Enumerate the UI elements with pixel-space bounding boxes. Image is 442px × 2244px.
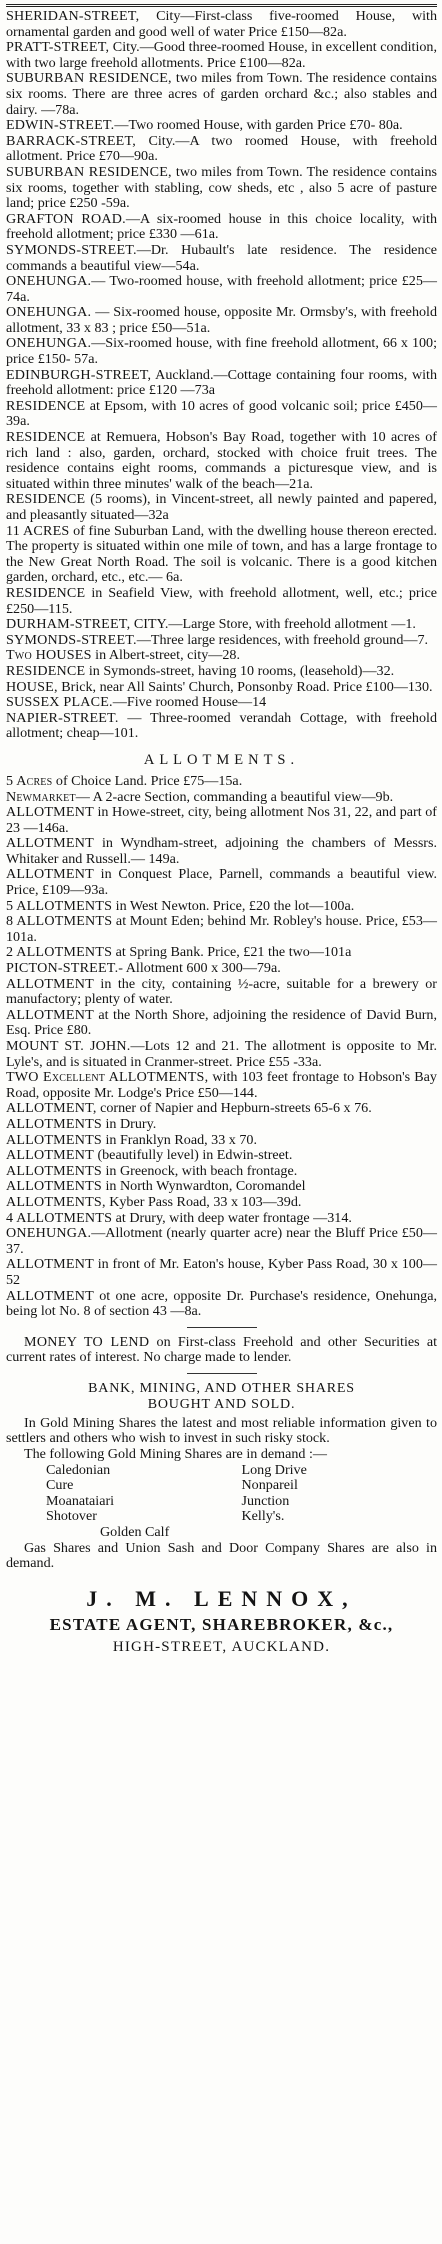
entry-text: of Choice Land. Price £75—15a. <box>52 772 243 789</box>
entry-text: at Spring Bank. Price, £21 the two—101a <box>112 944 352 961</box>
share-name: Shotover <box>46 1508 97 1525</box>
listing-entry <box>6 648 437 664</box>
allotment-entry <box>6 1008 437 1039</box>
shares-demand: The following Gold Mining Shares are in demand :— <box>24 1446 327 1463</box>
entry-lead: ALLOTMENT <box>6 975 94 992</box>
allotment-listings <box>6 774 437 1320</box>
entry-lead: RESIDENCE <box>6 429 86 446</box>
share-name: Long Drive <box>241 1461 307 1478</box>
entry-lead: EDINBURGH-STREET, <box>6 366 152 383</box>
entry-text: two miles from Town. The residence contains six rooms. There are three acres of garden orchard &c.; also stables and dairy. —78a. <box>6 70 437 118</box>
entry-text: —Dr. Hubault's late residence. The residence commands a beautiful view—54a. <box>6 241 437 274</box>
entry-text: in Conquest Place, Parnell, commands a beautiful view. Price, £109—93a. <box>6 866 437 899</box>
entry-text: at Drury, with deep water frontage —314. <box>112 1209 352 1226</box>
allotment-entry <box>6 945 437 961</box>
entry-text: in Albert-street, city—28. <box>91 647 240 664</box>
entry-text: — Six-roomed house, opposite Mr. Ormsby's, with freehold allotment, 33 x 83 ; price £50—51a. <box>6 304 437 336</box>
allotment-entry <box>6 1070 437 1101</box>
entry-lead: NAPIER-STREET. <box>6 709 119 726</box>
allotment-entry <box>6 899 437 915</box>
entry-text: —Two roomed House, with garden Price £70- 80a. <box>114 117 403 134</box>
entry-lead: ALLOTMENT <box>6 1256 94 1273</box>
listing-entry <box>6 9 437 40</box>
entry-lead: 11 ACRES <box>6 522 70 539</box>
entry-lead: ALLOTMENT <box>6 1287 94 1304</box>
entry-text: two miles from Town. The residence contains six rooms, together with stabling, cow sheds, etc , also 5 acre of pasture land; price £250 -59a. <box>6 163 437 212</box>
listing-entry <box>6 243 437 274</box>
entry-lead: DURHAM-STREET, <box>6 616 131 633</box>
money-to-lend-notice: MONEY TO LEND on First-class Freehold and other Securities at current rates of interest. No charge made to lender. <box>6 1333 437 1366</box>
allotment-entry <box>6 1226 437 1257</box>
share-name: Caledonian <box>46 1461 111 1478</box>
entry-text: — A 2-acre Section, commanding a beautiful view—9b. <box>75 788 394 805</box>
agent-name: J. M. LENNOX, <box>86 1585 357 1611</box>
divider-rule <box>187 1373 257 1374</box>
entry-lead: Two HOUSES <box>6 647 92 664</box>
allotment-entry <box>6 1195 437 1211</box>
allotment-entry <box>6 1101 437 1117</box>
agent-role: ESTATE AGENT, SHAREBROKER, &c., <box>49 1614 394 1634</box>
entry-lead: 2 ALLOTMENTS <box>6 944 113 961</box>
entry-lead: ALLOTMENT, <box>6 1100 97 1117</box>
entry-lead: ALLOTMENT <box>6 1006 94 1023</box>
allotments-heading: ALLOTMENTS. <box>143 751 300 768</box>
entry-text: in Drury. <box>101 1115 157 1132</box>
entry-text: in West Newton. Price, £20 the lot—100a. <box>112 897 355 914</box>
entry-text: of fine Suburban Land, with the dwelling house thereon erected. The property is situated within one mile of town, and has a large frontage to the New Great North Road. The soil is volcanic. There is a good kitchen garden, orchard, etc., etc.— 6a. <box>6 522 438 586</box>
listing-entry <box>6 617 437 633</box>
entry-text: at Epsom, with 10 acres of good volcanic soil; price £450—39a. <box>6 397 437 430</box>
entry-text: ot one acre, opposite Dr. Purchase's residence, Onehunga, being lot No. 8 of section 43 —8a. <box>6 1287 437 1320</box>
entry-lead: ALLOTMENTS, <box>6 1193 106 1210</box>
entry-text: corner of Napier and Hepburn-streets 65-6 x 76. <box>96 1100 372 1117</box>
entry-lead: SUSSEX PLACE. <box>6 694 113 711</box>
entry-text: —A six-roomed house in this choice locality, with freehold allotment; price £330 —61a. <box>6 210 438 243</box>
allotment-entry <box>6 914 437 945</box>
share-name: Junction <box>241 1492 290 1509</box>
entry-text: in North Wynwardton, Coromandel <box>101 1178 306 1195</box>
listing-entry <box>6 399 437 430</box>
entry-lead: PICTON-STREET. <box>6 960 119 977</box>
allotment-entry <box>6 1133 437 1149</box>
allotment-entry <box>6 1211 437 1227</box>
entry-text: in Howe-street, city, being allotment Nos 31, 22, and part of 23 —146a. <box>6 804 437 836</box>
entry-lead: ALLOTMENT <box>6 1147 94 1164</box>
entry-lead: PRATT-STREET, <box>6 39 110 56</box>
listing-entry <box>6 134 437 165</box>
entry-text: Kyber Pass Road, 33 x 103—39d. <box>105 1193 302 1210</box>
entry-lead: ALLOTMENTS <box>6 1131 102 1148</box>
entry-lead: ONEHUNGA. <box>6 335 92 352</box>
share-name: Cure <box>46 1477 74 1494</box>
entry-text: with 103 feet frontage to Hobson's Bay Road, opposite Mr. Lodge's Price £50—144. <box>6 1069 437 1101</box>
entry-lead: SUBURBAN RESIDENCE, <box>6 70 172 87</box>
listing-entry <box>6 336 437 367</box>
shares-list <box>6 1463 437 1525</box>
listing-entry <box>6 586 437 617</box>
entry-lead: GRAFTON ROAD. <box>6 210 126 227</box>
share-name: Kelly's. <box>241 1508 285 1525</box>
entry-text: Brick, near All Saints' Church, Ponsonby Road. Price £100—130. <box>57 678 433 695</box>
allotment-entry <box>6 961 437 977</box>
top-double-rule <box>6 4 437 7</box>
entry-lead: TWO Excellent ALLOTMENTS, <box>6 1069 209 1086</box>
divider-rule <box>187 1327 257 1328</box>
entry-lead: RESIDENCE <box>6 397 86 414</box>
share-name: Moanataiari <box>46 1492 115 1509</box>
share-name: Golden Calf <box>100 1524 170 1541</box>
entry-lead: SYMONDS-STREET. <box>6 241 137 258</box>
entry-text: — Two-roomed house, with freehold allotment; price £25—74a. <box>6 273 437 305</box>
listing-entry <box>6 212 437 243</box>
listing-entry <box>6 711 437 742</box>
shares-intro: In Gold Mining Shares the latest and most reliable information given to settlers and others who wish to invest in such risky stock. <box>6 1414 437 1447</box>
entry-text: at the North Shore, adjoining the residence of David Burn, Esq. Price £80. <box>6 1006 437 1039</box>
entry-lead: HOUSE, <box>6 678 58 695</box>
entry-lead: RESIDENCE <box>6 584 86 601</box>
entry-text: —Six-roomed house, with fine freehold allotment, 66 x 100; price £150- 57a. <box>6 335 437 368</box>
entry-lead: 5 Acres <box>6 772 53 789</box>
listing-entry <box>6 695 437 711</box>
entry-lead: RESIDENCE <box>6 491 86 508</box>
listing-entry <box>6 430 437 492</box>
listing-entry <box>6 71 437 118</box>
entry-lead: SUBURBAN RESIDENCE, <box>6 163 172 180</box>
allotment-entry <box>6 867 437 898</box>
entry-text: —Three large residences, with freehold ground—7. <box>136 631 429 648</box>
entry-lead: ALLOTMENTS <box>6 1115 102 1132</box>
entry-lead: 5 ALLOTMENTS <box>6 897 113 914</box>
allotment-entry <box>6 1164 437 1180</box>
listing-entry <box>6 633 437 649</box>
entry-text: in Wyndham-street, adjoining the chambers of Messrs. Whitaker and Russell.— 149a. <box>6 835 437 867</box>
allotment-entry <box>6 805 437 836</box>
entry-lead: 8 ALLOTMENTS <box>6 913 113 930</box>
entry-text: (beautifully level) in Edwin-street. <box>93 1147 293 1164</box>
allotment-entry <box>6 977 437 1008</box>
entry-text: Auckland.—Cottage containing four rooms, with freehold allotment: price £120 —73a <box>6 366 437 399</box>
entry-text: in Franklyn Road, 33 x 70. <box>101 1131 257 1148</box>
entry-text: (5 rooms), in Vincent-street, all newly painted and papered, and pleasantly situated—32a <box>6 491 437 523</box>
entry-text: — Three-roomed verandah Cottage, with freehold allotment; cheap—101. <box>6 709 437 742</box>
entry-text: at Mount Eden; behind Mr. Robley's house. Price, £53—101a. <box>6 913 437 945</box>
listing-entry <box>6 274 437 305</box>
listing-entry <box>6 40 437 71</box>
entry-lead: RESIDENCE <box>6 662 86 679</box>
entry-lead: ALLOTMENT <box>6 835 94 852</box>
property-listings <box>6 9 437 742</box>
listing-entry <box>6 118 437 134</box>
listing-entry <box>6 165 437 212</box>
share-name: Nonpareil <box>241 1477 298 1494</box>
entry-lead: ALLOTMENT <box>6 804 94 821</box>
entry-text: City—First-class five-roomed House, with ornamental garden and good well of water Price £150—82a. <box>6 8 437 40</box>
entry-lead: ONEHUNGA. <box>6 304 92 321</box>
listing-entry <box>6 305 437 336</box>
entry-text: in front of Mr. Eaton's house, Kyber Pass Road, 30 x 100—52 <box>6 1256 437 1288</box>
entry-text: in Greenock, with beach frontage. <box>101 1162 298 1179</box>
entry-lead: SHERIDAN-STREET, <box>6 8 140 24</box>
allotment-entry <box>6 1257 437 1288</box>
entry-lead: ALLOTMENTS <box>6 1178 102 1195</box>
entry-lead: EDWIN-STREET. <box>6 117 115 134</box>
entry-text: —Allotment (nearly quarter acre) near the Bluff Price £50—37. <box>6 1225 437 1257</box>
listing-entry <box>6 492 437 523</box>
entry-lead: BARRACK-STREET, <box>6 132 136 149</box>
entry-text: CITY.—Large Store, with freehold allotment —1. <box>130 616 416 633</box>
agent-address: HIGH-STREET, AUCKLAND. <box>112 1638 331 1655</box>
allotment-entry <box>6 1039 437 1070</box>
entry-text: City.—A two roomed House, with freehold allotment. Price £70—90a. <box>6 132 437 165</box>
allotment-entry <box>6 836 437 867</box>
entry-lead: MOUNT ST. JOHN. <box>6 1038 131 1054</box>
listing-entry <box>6 524 437 586</box>
entry-text: —Five roomed House—14 <box>112 694 267 711</box>
entry-text: —Lots 12 and 21. The allotment is opposite to Mr. Lyle's, and is situated in Cranmer-street. Price £55 -33a. <box>6 1038 437 1070</box>
allotment-entry <box>6 774 437 790</box>
entry-lead: ONEHUNGA. <box>6 1225 92 1242</box>
allotment-entry <box>6 1117 437 1133</box>
allotment-entry <box>6 1179 437 1195</box>
shares-heading: BANK, MINING, AND OTHER SHARES <box>88 1380 355 1396</box>
entry-lead: SYMONDS-STREET. <box>6 631 137 648</box>
entry-lead: ONEHUNGA. <box>6 273 92 290</box>
entry-text: in the city, containing ½-acre, suitable for a brewery or manufactory; plenty of water. <box>6 975 437 1008</box>
allotment-entry <box>6 1289 437 1320</box>
entry-lead: ALLOTMENT <box>6 866 94 883</box>
shares-subheading: BOUGHT AND SOLD. <box>147 1396 296 1412</box>
entry-text: in Symonds-street, having 10 rooms, (leasehold)—32. <box>85 662 395 679</box>
allotment-entry <box>6 1148 437 1164</box>
listing-entry <box>6 664 437 680</box>
entry-lead: 4 ALLOTMENTS <box>6 1209 113 1226</box>
entry-text: in Seafield View, with freehold allotment, well, etc.; price £250—115. <box>6 584 437 617</box>
allotment-entry <box>6 790 437 806</box>
entry-lead: ALLOTMENTS <box>6 1162 102 1179</box>
listing-entry <box>6 680 437 696</box>
listing-entry <box>6 368 437 399</box>
gas-shares-notice: Gas Shares and Union Sash and Door Company Shares are also in demand. <box>6 1539 437 1572</box>
entry-text: City.—Good three-roomed House, in excellent condition, with two large freehold allotments. Price £100—82a. <box>6 39 437 71</box>
entry-text: at Remuera, Hobson's Bay Road, together with 10 acres of rich land : also, garden, orchard, stocked with choice fruit trees. The residence contains eight rooms, commands a picturesque view, and is situated within three minutes' walk of the beach—21a. <box>6 429 437 492</box>
entry-text: - Allotment 600 x 300—79a. <box>118 960 281 977</box>
entry-lead: Newmarket <box>6 788 76 805</box>
